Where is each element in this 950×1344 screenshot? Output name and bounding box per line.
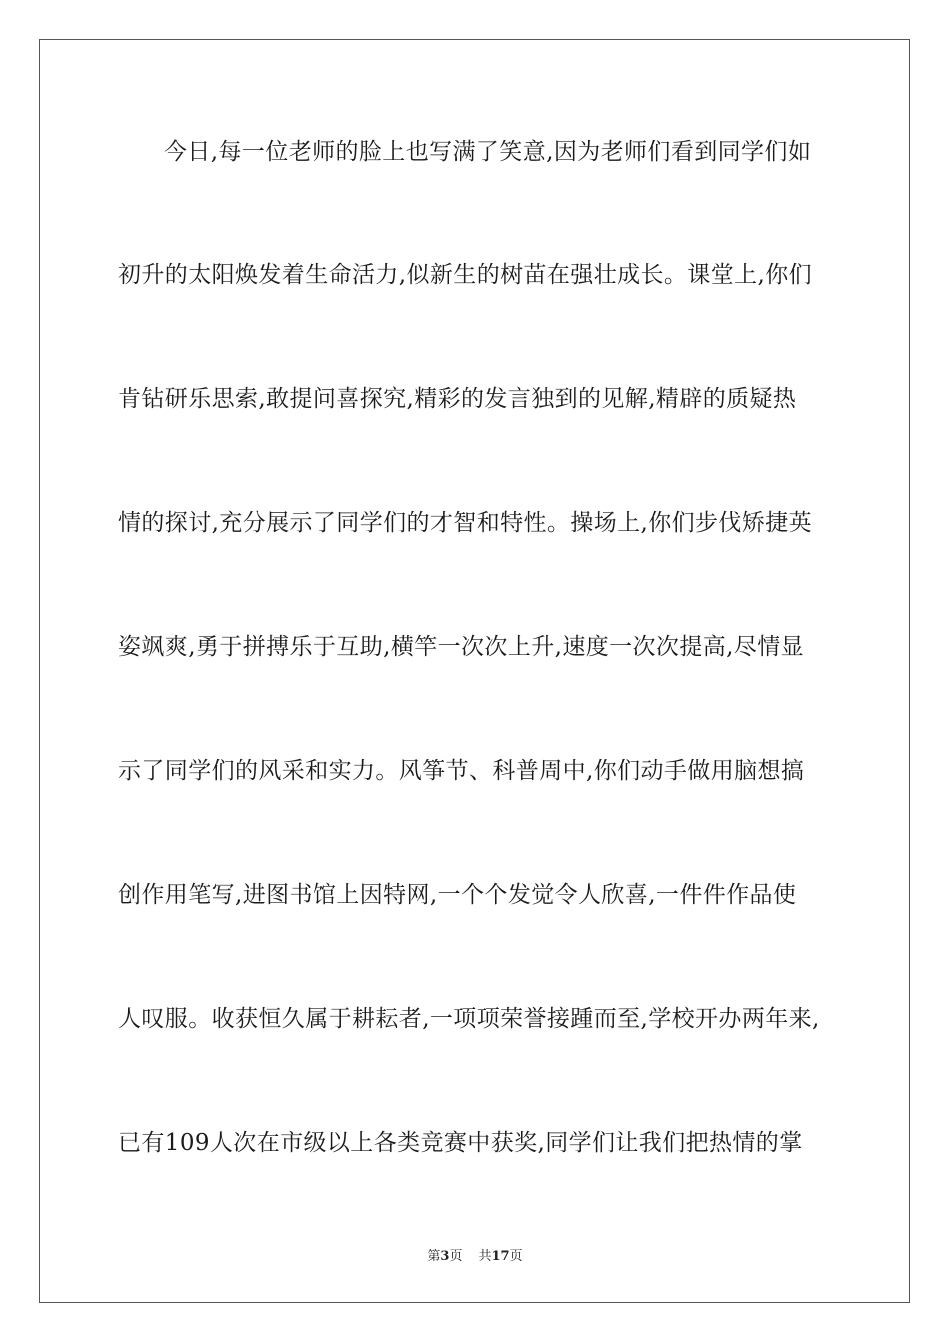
page-suffix: 页: [449, 1249, 463, 1264]
page-footer: [0, 1248, 950, 1266]
page-prefix: 第: [427, 1249, 441, 1264]
paragraph-line-5: 姿飒爽,勇于拼搏乐于互助,横竿一次次上升,速度一次次提高,尽情显: [118, 634, 805, 660]
paragraph-line-9: 已有109人次在市级以上各类竞赛中获奖,同学们让我们把热情的掌: [118, 1130, 803, 1156]
paragraph-line-4: 情的探讨,充分展示了同学们的才智和特性。操场上,你们步伐矫捷英: [118, 510, 813, 536]
total-suffix: 页: [509, 1249, 523, 1264]
paragraph-line-8: 人叹服。收获恒久属于耕耘者,一项项荣誉接踵而至,学校开办两年来,: [118, 1006, 820, 1032]
total-prefix: 共: [478, 1249, 492, 1264]
paragraph-line-3: 肯钻研乐思索,敢提问喜探究,精彩的发言独到的见解,精辟的质疑热: [118, 386, 797, 412]
paragraph-line-1: 今日,每一位老师的脸上也写满了笑意,因为老师们看到同学们如: [164, 139, 812, 165]
paragraph-line-2: 初升的太阳焕发着生命活力,似新生的树苗在强壮成长。课堂上,你们: [118, 262, 813, 288]
total-pages: 17: [491, 1249, 510, 1264]
paragraph-line-6: 示了同学们的风采和实力。风筝节、科普周中,你们动手做用脑想搞: [118, 758, 805, 784]
page-number: 3: [440, 1249, 450, 1264]
page-border: [39, 39, 910, 1303]
paragraph-line-7: 创作用笔写,进图书馆上因特网,一个个发觉令人欣喜,一件件作品使: [118, 882, 797, 908]
